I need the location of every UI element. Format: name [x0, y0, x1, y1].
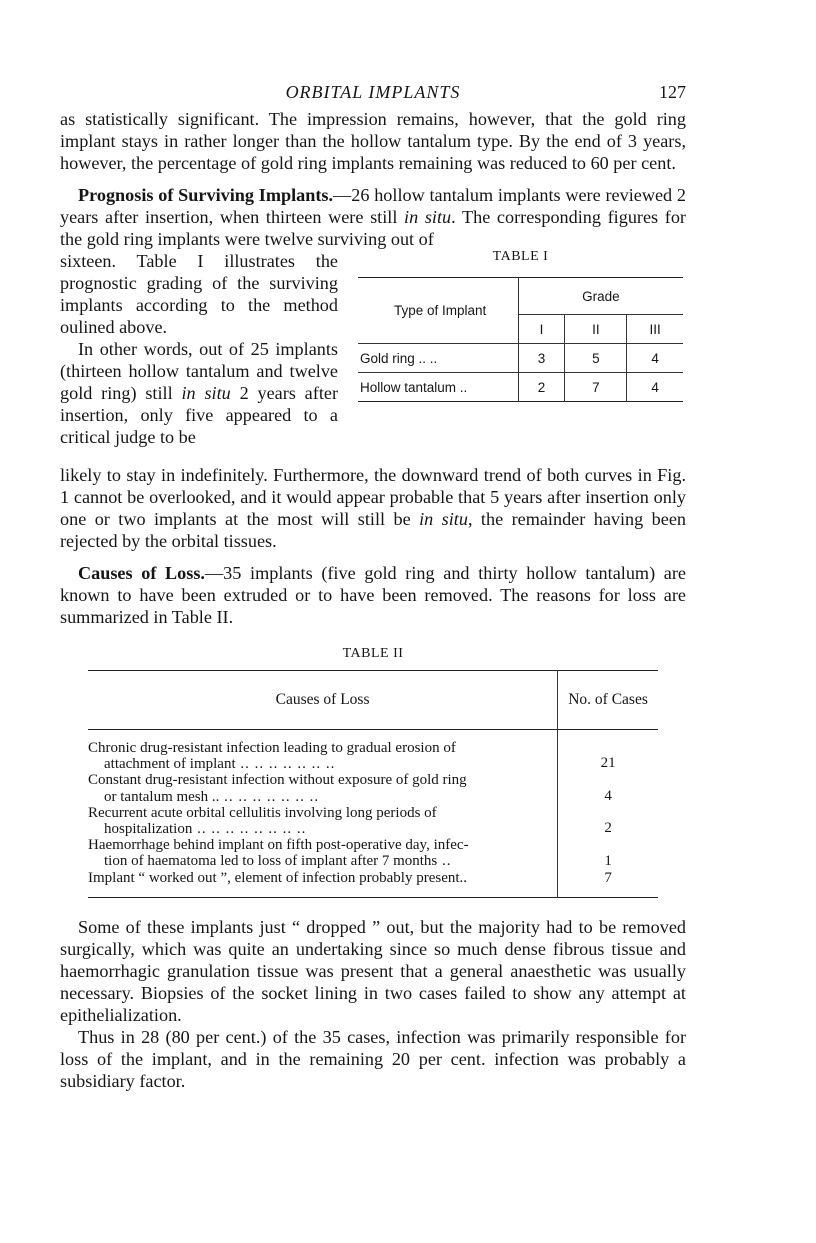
paragraph-causes: Causes of Loss.—35 implants (five gold ring and thirty hollow tantalum) are known to have been extruded or to have been removed. The reasons for loss are summarized in Table II. [60, 563, 686, 627]
table-row [88, 870, 658, 898]
table-2-cause: Implant “ worked out ”, element of infection probably present.. [88, 870, 468, 887]
table-2-cases: 1 [558, 837, 658, 869]
table-2-header-cases: No. of Cases [558, 671, 658, 730]
table-1-cell: 3 [518, 344, 565, 373]
page-number: 127 [659, 82, 686, 102]
table-2-cause: Chronic drug-resistant infection leading to gradual erosion of attachment of implant .. .. .. .. .. .. .. [88, 740, 456, 773]
running-head [60, 78, 686, 108]
running-title: ORBITAL IMPLANTS [285, 82, 461, 102]
paragraph-prognosis: Prognosis of Surviving Implants.—26 hollow tantalum implants were reviewed 2 years after insertion, when thirteen were still in situ. The corresponding figures for the gold ring implants were twelve surviving out of [60, 185, 686, 249]
paragraph-continued: as statistically significant. The impression remains, however, that the gold ring implant stays in rather longer than the hollow tantalum type. By the end of 3 years, however, the percentage of gold ring implants remaining was reduced to 60 per cent. [60, 109, 686, 173]
paragraph-conclusion: Thus in 28 (80 per cent.) of the 35 cases, infection was primarily responsible for loss of the implant, and in the remaining 20 per cent. infection was probably a subsidiary factor. [60, 1026, 686, 1091]
table-1 [358, 249, 683, 402]
table-1-grid [358, 277, 683, 402]
table-2-cases: 7 [558, 870, 658, 898]
wrapped-text [60, 250, 338, 448]
table-1-row-label: Hollow tantalum .. [358, 373, 518, 402]
paragraph-wrap-1: sixteen. Table I illustrates the prognostic grading of the surviving implants according to the method oulined above. [60, 251, 338, 337]
table-1-row-label: Gold ring .. .. [358, 344, 518, 373]
table-1-caption: TABLE I [492, 249, 549, 264]
table-1-type-header: Type of Implant [394, 302, 487, 318]
table-2-header-causes: Causes of Loss [275, 691, 370, 708]
table-1-cell: 5 [565, 344, 627, 373]
table-row [88, 805, 658, 837]
table-2-cause: Haemorrhage behind implant on fifth post-operative day, infec- tion of haematoma led to loss of implant after 7 months .. [88, 837, 469, 870]
section-heading-causes: Causes of Loss. [78, 563, 205, 583]
table-2-cause: Recurrent acute orbital cellulitis involving long periods of hospitalization .. .. .. .. .. .. .. .. [88, 804, 437, 838]
table-1-cell: 4 [627, 344, 683, 373]
table-2-cases: 21 [558, 740, 658, 772]
table-1-grade-i: I [518, 315, 565, 344]
paragraph-removal: Some of these implants just “ dropped ” out, but the majority had to be removed surgically, which was quite an undertaking since so much dense fibrous tissue and haemorrhagic granulation tissue was present that a general anaesthetic was usually necessary. Biopsies of the socket lining in two cases failed to show any attempt at epithelialization. [60, 916, 686, 1025]
table-row [88, 837, 658, 869]
paragraph-after-table1: likely to stay in indefinitely. Furthermore, the downward trend of both curves in Fig. 1 cannot be overlooked, and it would appear probable that 5 years after insertion only one or two implants at the most will still be in situ, the remainder having been rejected by the orbital tissues. [60, 465, 686, 551]
table-1-cell: 2 [518, 373, 565, 402]
table-2 [88, 646, 658, 898]
paragraph-wrap-2: In other words, out of 25 implants (thirteen hollow tantalum and twelve gold ring) still in situ 2 years after insertion, only five appeared to a critical judge to be [60, 339, 338, 447]
table-1-grade-header: Grade [518, 278, 683, 315]
section-heading-prognosis: Prognosis of Surviving Implants. [78, 185, 334, 205]
table-1-grade-ii: II [565, 315, 627, 344]
table-row [88, 772, 658, 804]
table-1-cell: 4 [627, 373, 683, 402]
table-row [88, 740, 658, 772]
table-1-grade-iii: III [627, 315, 683, 344]
table-row [358, 344, 683, 373]
text-with-table1 [60, 250, 686, 464]
table-2-caption: TABLE II [342, 646, 404, 661]
table-row [358, 373, 683, 402]
table-2-cases: 2 [558, 805, 658, 837]
table-1-cell: 7 [565, 373, 627, 402]
table-2-cases: 4 [558, 772, 658, 804]
page [60, 78, 686, 1092]
table-2-grid [88, 670, 658, 898]
table-2-cause: Constant drug-resistant infection without exposure of gold ring or tantalum mesh .. .. .. .. .. .. .. .. [88, 772, 467, 805]
